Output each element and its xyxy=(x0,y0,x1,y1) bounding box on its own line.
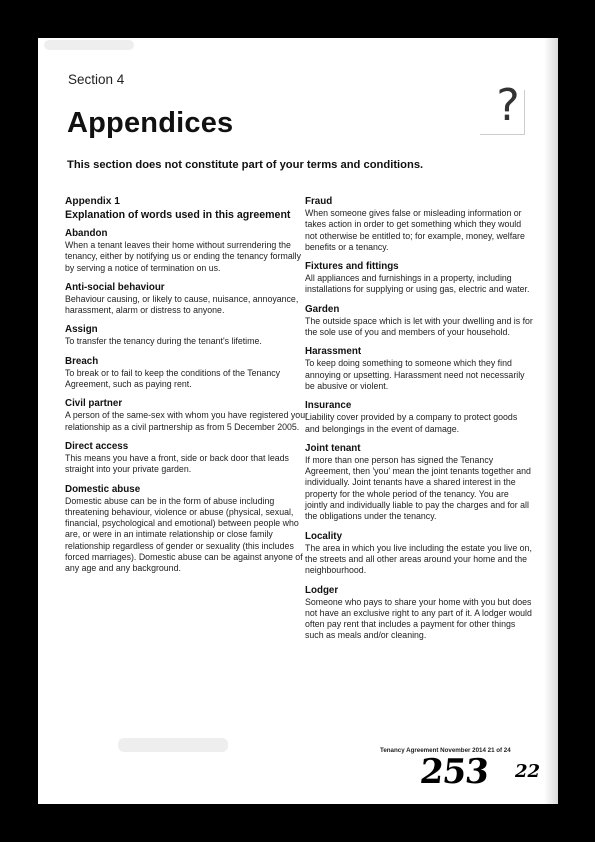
term-definition: The outside space which is let with your dwelling and is for the sole use of you and members of your household. xyxy=(305,315,533,338)
term-heading: Locality xyxy=(305,530,343,542)
left-column xyxy=(65,196,310,583)
term-heading: Civil partner xyxy=(65,398,123,410)
left-term-list xyxy=(65,228,310,575)
scan-smudge xyxy=(44,40,134,50)
term-definition: To break or to fail to keep the conditions of the Tenancy Agreement, such as paying rent. xyxy=(65,367,281,390)
term-definition: To transfer the tenancy during the tenant's lifetime. xyxy=(65,336,262,347)
handwritten-number: 253 xyxy=(417,752,491,792)
term-heading: Harassment xyxy=(305,346,362,358)
handwritten-page-number: 22 xyxy=(515,761,541,782)
term-heading: Fixtures and fittings xyxy=(305,261,399,273)
term-definition: A person of the same-sex with whom you have registered your relationship as a civil partnership as from 5 December 2005. xyxy=(65,410,309,432)
term-definition: When a tenant leaves their home without surrendering the tenancy, either by notifying us or ending the tenancy formally by serving a notice of termination on us. xyxy=(65,240,302,273)
term-heading: Joint tenant xyxy=(305,442,361,454)
term-definition: The area in which you live including the estate you live on, the streets and all other areas around your home and the neighbourhood. xyxy=(305,542,532,576)
right-column xyxy=(305,196,533,650)
term-definition: Someone who pays to share your home with you but does not have an exclusive right to any part of it. A lodger would often pay rent that includes a payment for other things such as meals and/or cleaning. xyxy=(305,596,532,641)
right-term-list xyxy=(305,196,533,642)
section-label: Section 4 xyxy=(68,72,125,87)
appendix-label: Appendix 1 xyxy=(65,196,120,207)
term-definition: To keep doing something to someone which they find annoying or upsetting. Harassment need not necessarily be abusive or violent. xyxy=(305,358,525,391)
scan-edge-shadow xyxy=(544,38,558,804)
scan-smudge xyxy=(118,738,228,752)
document-page xyxy=(38,38,558,804)
term-definition: Liability cover provided by a company to protect goods and belongings in the event of damage. xyxy=(305,412,518,434)
question-mark-icon: ? xyxy=(496,80,520,131)
page-footer: Tenancy Agreement November 2014 21 of 24 xyxy=(380,747,511,754)
appendix-subtitle: Explanation of words used in this agreement xyxy=(65,209,291,221)
term-definition: This means you have a front, side or back door that leads straight into your private garden. xyxy=(65,452,289,475)
term-heading: Fraud xyxy=(305,196,333,207)
term-definition: Domestic abuse can be in the form of abuse including threatening behaviour, violence or abuse (physical, sexual, financial, psychological and emotional) between people who are, or were in an intimate relationship or close family relationship regardless of gender or sexuality (this includes forced marriages). Domestic abuse can be against anyone of any age and any background. xyxy=(65,495,303,574)
page-title: Appendices xyxy=(67,107,234,139)
term-heading: Anti-social behaviour xyxy=(65,281,165,293)
term-heading: Lodger xyxy=(305,584,339,596)
term-heading: Direct access xyxy=(65,440,129,452)
term-definition: If more than one person has signed the Tenancy Agreement, then 'you' mean the joint tenants together and individually. Joint tenants have a shared interest in the property for the whole period of the tenancy. You are jointly and individually liable to pay the charges and for all the obligations under the tenancy. xyxy=(305,454,531,522)
term-definition: When someone gives false or misleading information or takes action in order to get something which they would not otherwise be entitled to; for example, money, welfare benefits or a tenancy. xyxy=(305,208,525,252)
term-definition: All appliances and furnishings in a property, including installations for supplying or using gas, electric and water. xyxy=(305,273,530,295)
term-definition: Behaviour causing, or likely to cause, nuisance, annoyance, harassment, alarm or distress to anyone. xyxy=(65,293,299,316)
term-heading: Garden xyxy=(305,303,340,315)
intro-statement: This section does not constitute part of your terms and conditions. xyxy=(67,159,424,171)
term-heading: Domestic abuse xyxy=(65,483,141,495)
term-heading: Breach xyxy=(65,355,99,367)
term-heading: Insurance xyxy=(305,400,352,412)
term-heading: Abandon xyxy=(65,228,108,239)
term-heading: Assign xyxy=(65,324,98,336)
